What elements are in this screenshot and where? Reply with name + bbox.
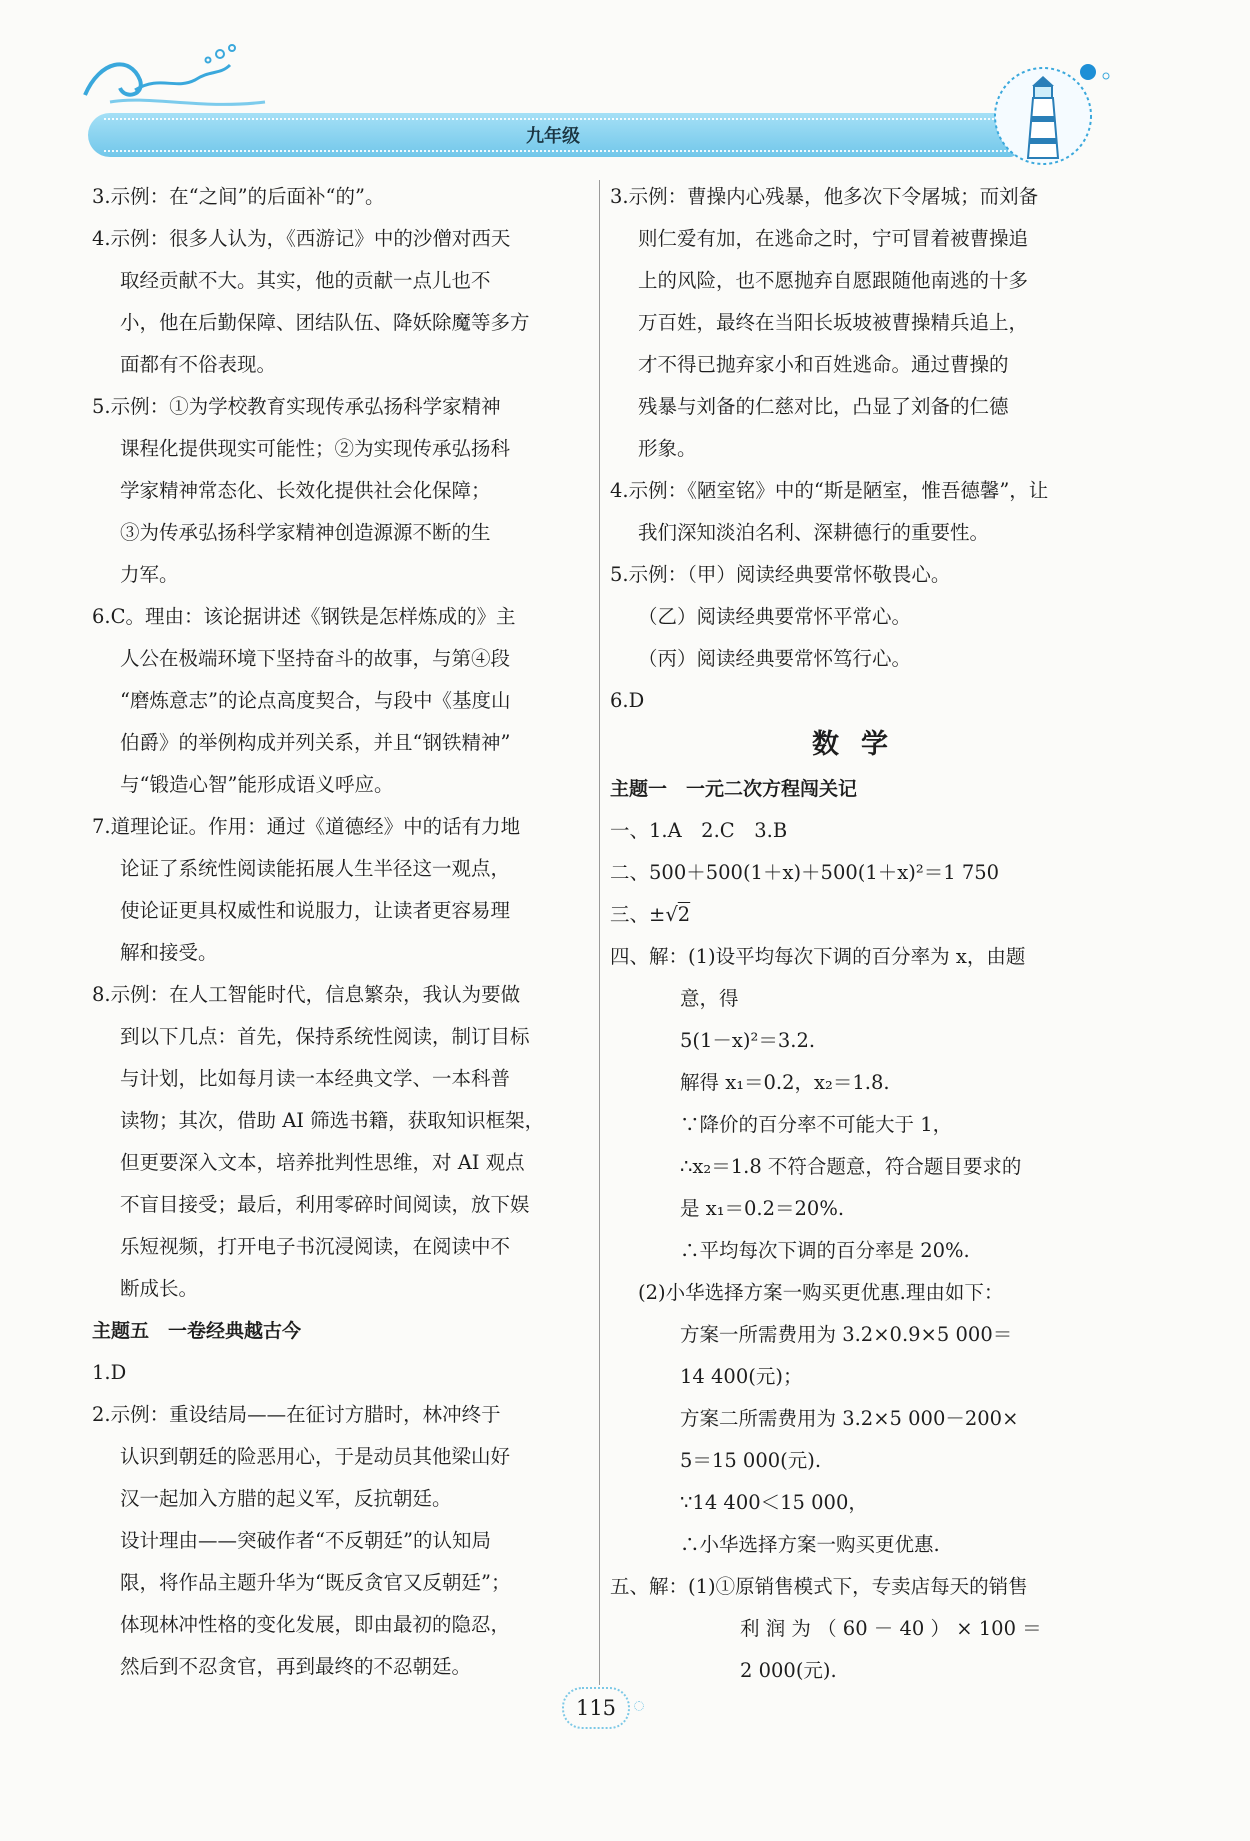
math-compare: ∵14 400＜15 000， [680, 1491, 868, 1514]
answer-item: 5.示例：①为学校教育实现传承弘扬科学家精神 课程化提供现实可能性；②为实现传承弘扬科 学家精神常态化、长效化提供社会化保障； ③为传承弘扬科学家精神创造源源不断的生 力军。 [92, 395, 511, 586]
math-q4-therefore: ∴x₂＝1.8 不符合题意，符合题目要求的 [680, 1155, 1022, 1178]
math-conclude: ∴小华选择方案一购买更优惠. [680, 1533, 940, 1556]
left-column [92, 176, 592, 1688]
answer-item: 6.C。理由：该论据讲述《钢铁是怎样炼成的》主 人公在极端环境下坚持奋斗的故事，与第④段 “磨炼意志”的论点高度契合，与段中《基度山 伯爵》的举例构成并列关系，并且“钢铁精神” 与“锻造心智”能形成语义呼应。 [92, 605, 516, 796]
answer-item: 4.示例：很多人认为，《西游记》中的沙僧对西天 取经贡献不大。其实，他的贡献一点儿也不 小，他在后勤保障、团结队伍、降妖除魔等多方 面都有不俗表现。 [92, 227, 530, 376]
math-q2: 二、500＋500(1＋x)＋500(1＋x)²＝1 750 [610, 861, 1000, 884]
subject-title: 数学 [812, 729, 910, 760]
header-banner [88, 113, 1018, 157]
column-divider [599, 180, 600, 1685]
banner-border-top [104, 118, 1010, 120]
topic1-heading: 主题一 一元二次方程闯关记 [610, 778, 858, 800]
math-q5-line2: 利 润 为 （ 60 － 40 ） × 100 ＝ [740, 1617, 1042, 1640]
answer-item: 5.示例：（甲）阅读经典要常怀敬畏心。 （乙）阅读经典要常怀平常心。 （丙）阅读经典要常怀笃行心。 [610, 563, 951, 670]
banner-border-bottom [104, 150, 1010, 152]
answer-item: 4.示例：《陋室铭》中的“斯是陋室，惟吾德馨”，让 我们深知淡泊名利、深耕德行的重要性。 [610, 479, 1049, 544]
answer-item: 6.D [610, 689, 645, 712]
topic5-heading: 主题五 一卷经典越古今 [92, 1320, 302, 1342]
math-q4-line2: 意，得 [680, 987, 739, 1010]
page-number: 115 [562, 1687, 630, 1729]
math-q4-line1: 四、解：(1)设平均每次下调的百分率为 x，由题 [610, 945, 1026, 968]
math-q3: 三、±√2 [610, 903, 691, 926]
page-number-dot-icon [634, 1701, 644, 1711]
math-q4-equation: 5(1－x)²＝3.2. [680, 1029, 816, 1052]
answer-item: 1.D [92, 1361, 127, 1384]
math-plan1-b: 14 400(元)； [680, 1365, 803, 1388]
math-q4-result: ∴平均每次下调的百分率是 20%. [680, 1239, 970, 1262]
answer-item: 3.示例：曹操内心残暴，他多次下令屠城；而刘备 则仁爱有加，在逃命之时，宁可冒着被曹操追 上的风险，也不愿抛弃自愿跟随他南逃的十多 万百姓，最终在当阳长坂坡被曹操精兵追上， 才不得已抛弃家小和百姓逃命。通过曹操的 残暴与刘备的仁慈对比，凸显了刘备的仁德 形象。 [610, 185, 1039, 460]
answer-item: 3.示例：在“之间”的后面补“的”。 [92, 185, 385, 208]
grade-title: 九年级 [526, 126, 580, 147]
answer-item: 8.示例：在人工智能时代，信息繁杂，我认为要做 到以下几点：首先，保持系统性阅读，制订目标 与计划，比如每月读一本经典文学、一本科普 读物；其次，借助 AI 筛选书籍，获取知识框架， 但更要深入文本，培养批判性思维，对 AI 观点 不盲目接受；最后，利用零碎时间阅读，放下娱 乐短视频，打开电子书沉浸阅读，在阅读中不 断成长。 [92, 983, 545, 1300]
math-q4-solve: 解得 x₁＝0.2，x₂＝1.8. [680, 1071, 890, 1094]
answer-item: 设计理由——突破作者“不反朝廷”的认知局 限，将作品主题升华为“既反贪官又反朝廷”； 体现林冲性格的变化发展，即由最初的隐忍， 然后到不忍贪官，再到最终的不忍朝廷。 [120, 1529, 511, 1678]
answer-item: 7.道理论证。作用：通过《道德经》中的话有力地 论证了系统性阅读能拓展人生半径这一观点， 使论证更具权威性和说服力，让读者更容易理 解和接受。 [92, 815, 521, 964]
right-column [610, 176, 1112, 1692]
math-plan1-a: 方案一所需费用为 3.2×0.9×5 000＝ [680, 1323, 1013, 1346]
math-q4-since: ∵降价的百分率不可能大于 1， [680, 1113, 953, 1136]
wave-decoration-icon [80, 40, 270, 110]
math-q4-part2: (2)小华选择方案一购买更优惠.理由如下： [638, 1281, 1004, 1304]
math-q5-line3: 2 000(元). [740, 1659, 837, 1682]
math-q5-line1: 五、解：(1)①原销售模式下，专卖店每天的销售 [610, 1575, 1028, 1598]
math-q1: 一、1.A 2.C 3.B [610, 819, 788, 842]
math-plan2-b: 5＝15 000(元). [680, 1449, 822, 1472]
math-q4-therefore-b: 是 x₁＝0.2＝20%. [680, 1197, 845, 1220]
answer-item: 2.示例：重设结局——在征讨方腊时，林冲终于 认识到朝廷的险恶用心，于是动员其他梁山好 汉一起加入方腊的起义军，反抗朝廷。 [92, 1403, 511, 1510]
lighthouse-icon [988, 58, 1118, 168]
math-plan2-a: 方案二所需费用为 3.2×5 000－200× [680, 1407, 1019, 1430]
